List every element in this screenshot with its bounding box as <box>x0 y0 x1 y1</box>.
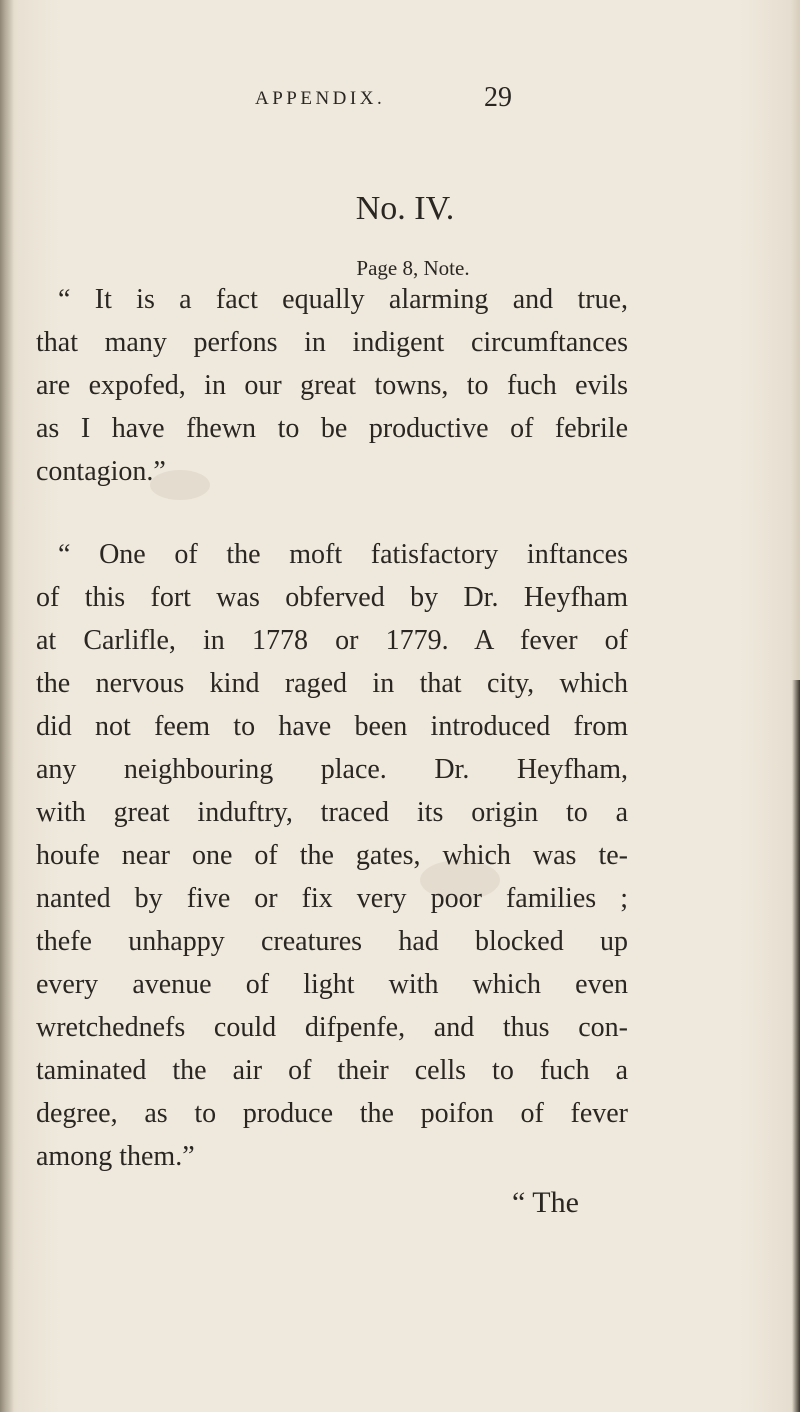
running-title: APPENDIX. <box>255 88 386 109</box>
catchword: “ The <box>512 1186 579 1219</box>
section-heading: No. IV. <box>355 190 455 227</box>
text-line: as I have fhewn to be productive of febrile <box>36 413 628 444</box>
text-line: among them.” <box>36 1141 195 1172</box>
text-line: “ One of the moft fatisfactory inftances <box>58 539 628 570</box>
text-line: “ It is a fact equally alarming and true, <box>58 284 628 315</box>
page-edge-shadow <box>792 680 800 1412</box>
text-line: wretchednefs could difpenfe, and thus con- <box>36 1012 628 1043</box>
text-line: degree, as to produce the poifon of fever <box>36 1098 628 1129</box>
page-reference: Page 8, Note. <box>356 256 470 280</box>
text-line: taminated the air of their cells to fuch a <box>36 1055 628 1086</box>
text-line: nanted by five or fix very poor families ; <box>36 883 628 914</box>
text-line: of this fort was obferved by Dr. Heyfham <box>36 582 628 613</box>
text-line: thefe unhappy creatures had blocked up <box>36 926 628 957</box>
text-line: the nervous kind raged in that city, which <box>36 668 628 699</box>
text-line: every avenue of light with which even <box>36 969 628 1000</box>
text-line: did not feem to have been introduced from <box>36 711 628 742</box>
page-number: 29 <box>484 82 512 113</box>
text-line: any neighbouring place. Dr. Heyfham, <box>36 754 628 785</box>
text-line: at Carlifle, in 1778 or 1779. A fever of <box>36 625 628 656</box>
text-line: houfe near one of the gates, which was te- <box>36 840 628 871</box>
running-head <box>0 82 800 122</box>
text-line: contagion.” <box>36 456 166 487</box>
text-line: that many perfons in indigent circumftances <box>36 327 628 358</box>
text-line: are expofed, in our great towns, to fuch evils <box>36 370 628 401</box>
text-line: with great induftry, traced its origin to a <box>36 797 628 828</box>
